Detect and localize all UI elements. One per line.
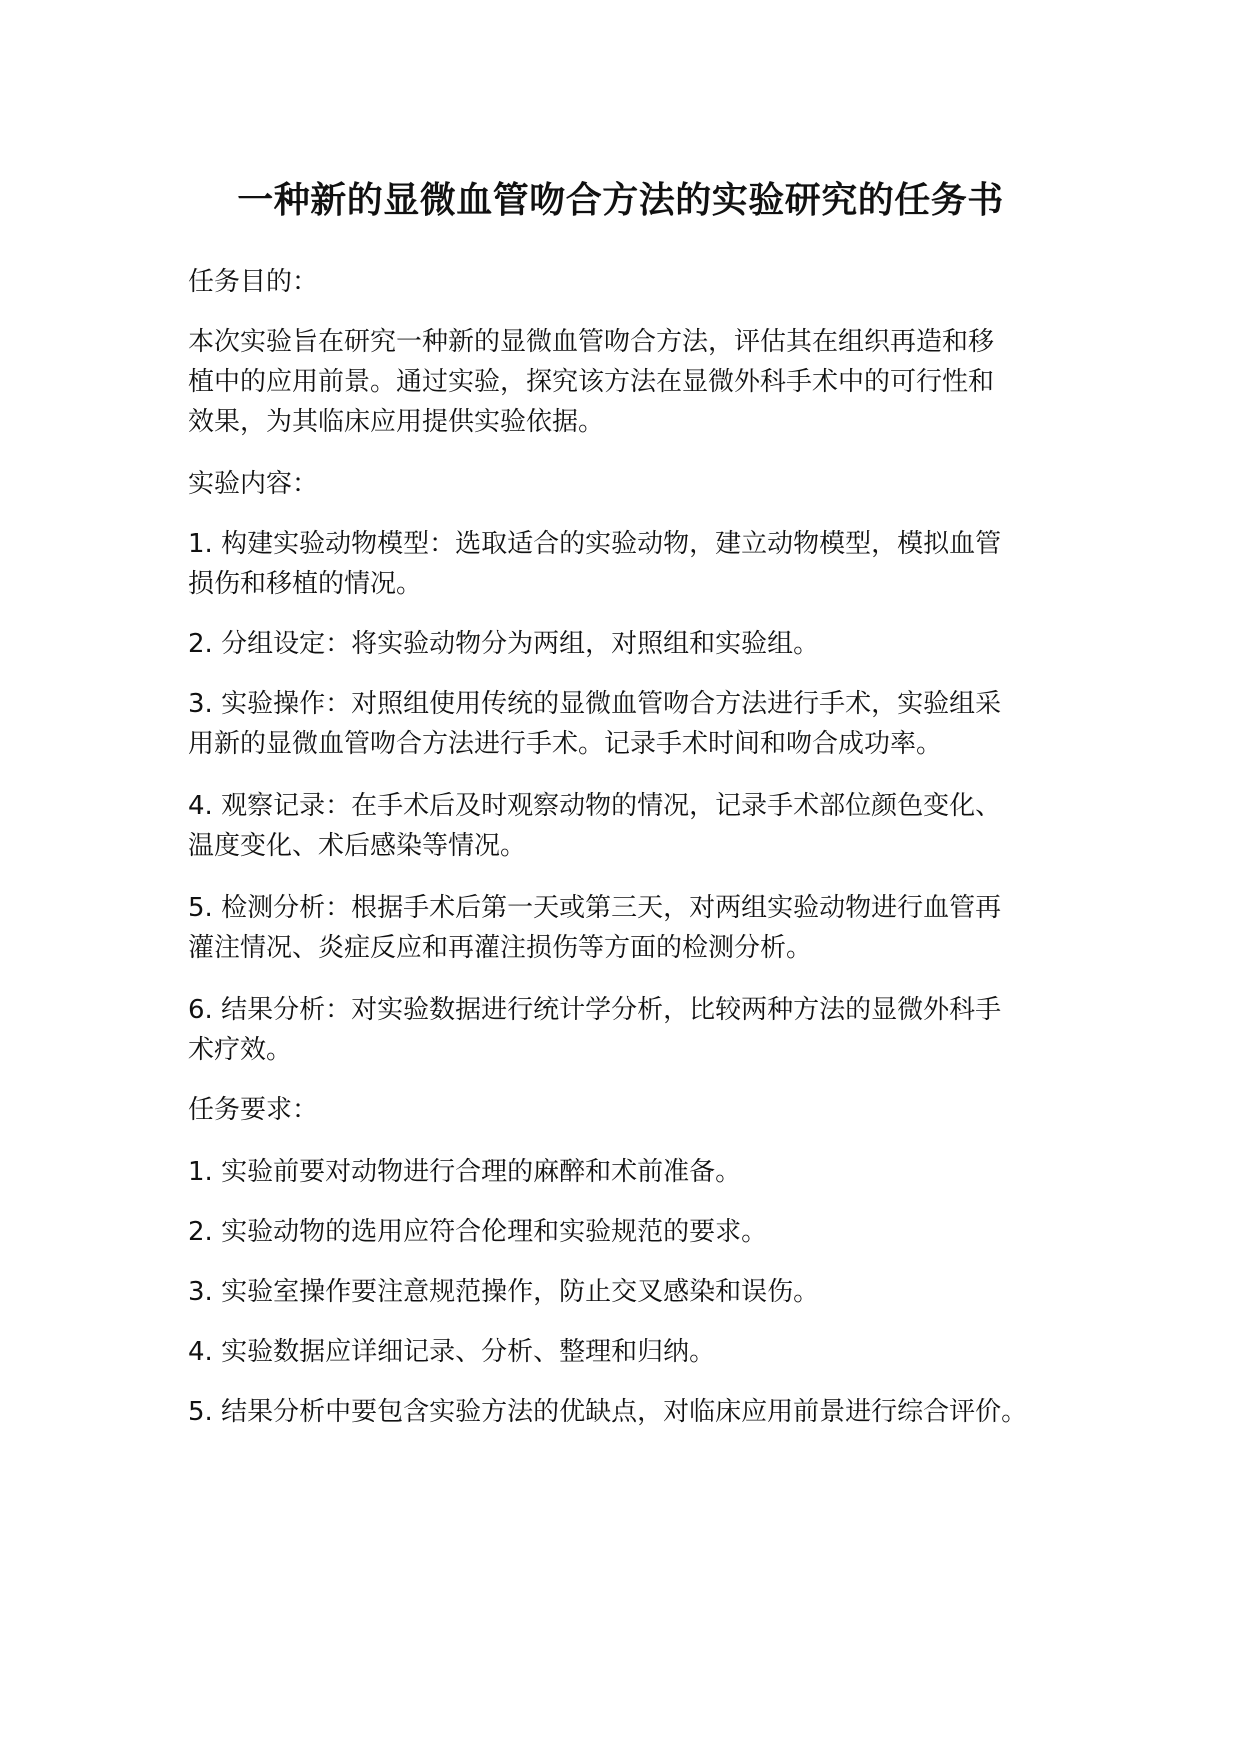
purpose-line: 植中的应用前景。通过实验，探究该方法在显微外科手术中的可行性和 xyxy=(188,367,995,397)
content-item-line: 术疗效。 xyxy=(188,1035,293,1065)
content-item-line: 温度变化、术后感染等情况。 xyxy=(188,831,527,861)
content-heading: 实验内容： xyxy=(188,469,319,499)
requirement-item: 4. 实验数据应详细记录、分析、整理和归纳。 xyxy=(188,1337,716,1367)
content-item-line: 3. 实验操作：对照组使用传统的显微血管吻合方法进行手术，实验组采 xyxy=(188,689,1002,719)
requirement-item: 3. 实验室操作要注意规范操作，防止交叉感染和误伤。 xyxy=(188,1277,820,1307)
purpose-line: 效果，为其临床应用提供实验依据。 xyxy=(188,407,605,437)
content-item-line: 灌注情况、炎症反应和再灌注损伤等方面的检测分析。 xyxy=(188,933,813,963)
content-item-line: 损伤和移植的情况。 xyxy=(188,569,423,599)
requirements-heading: 任务要求： xyxy=(188,1095,319,1125)
requirement-item: 2. 实验动物的选用应符合伦理和实验规范的要求。 xyxy=(188,1217,768,1247)
purpose-heading: 任务目的： xyxy=(188,267,319,297)
content-item-line: 6. 结果分析：对实验数据进行统计学分析，比较两种方法的显微外科手 xyxy=(188,995,1002,1025)
content-item-line: 4. 观察记录：在手术后及时观察动物的情况，记录手术部位颜色变化、 xyxy=(188,791,1002,821)
requirement-item: 5. 结果分析中要包含实验方法的优缺点，对临床应用前景进行综合评价。 xyxy=(188,1397,1028,1427)
document-title: 一种新的显微血管吻合方法的实验研究的任务书 xyxy=(237,180,1004,221)
requirement-item: 1. 实验前要对动物进行合理的麻醉和术前准备。 xyxy=(188,1157,742,1187)
purpose-line: 本次实验旨在研究一种新的显微血管吻合方法，评估其在组织再造和移 xyxy=(188,327,995,357)
content-item-line: 1. 构建实验动物模型：选取适合的实验动物，建立动物模型，模拟血管 xyxy=(188,529,1002,559)
content-item-line: 用新的显微血管吻合方法进行手术。记录手术时间和吻合成功率。 xyxy=(188,729,943,759)
content-item-line: 2. 分组设定：将实验动物分为两组，对照组和实验组。 xyxy=(188,629,820,659)
content-item-line: 5. 检测分析：根据手术后第一天或第三天，对两组实验动物进行血管再 xyxy=(188,893,1002,923)
